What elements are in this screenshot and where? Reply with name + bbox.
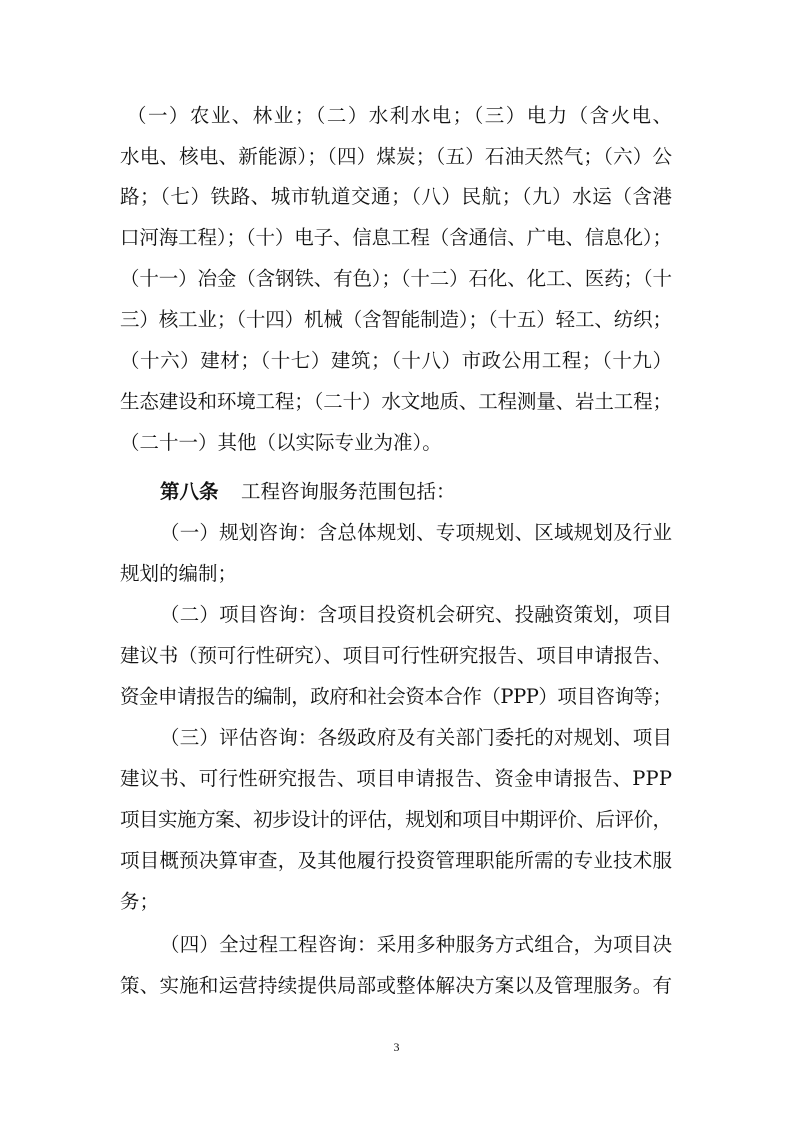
text-line: 建议书、可行性研究报告、项目申请报告、资金申请报告、PPP bbox=[120, 767, 673, 790]
text-line: 建议书（预可行性研究）、项目可行性研究报告、项目申请报告、 bbox=[120, 644, 672, 667]
text-line: （四）全过程工程咨询：采用多种服务方式组合，为项目决 bbox=[160, 933, 673, 956]
text-line: 口河海工程）；（十）电子、信息工程（含通信、广电、信息化）； bbox=[120, 226, 672, 249]
text-line: 规划的编制； bbox=[120, 562, 238, 585]
text-line: 项目实施方案、初步设计的评估，规划和项目中期评价、后评价， bbox=[120, 808, 672, 831]
text-line: （十六）建材；（十七）建筑；（十八）市政公用工程；（十九） bbox=[120, 349, 673, 372]
text-line: 策、实施和运营持续提供局部或整体解决方案以及管理服务。有 bbox=[120, 974, 673, 997]
text-line: （一）农业、林业；（二）水利水电；（三）电力（含火电、 bbox=[127, 104, 674, 127]
text-line: 路；（七）铁路、城市轨道交通；（八）民航；（九）水运（含港 bbox=[120, 185, 673, 208]
page-number: 3 bbox=[393, 1040, 400, 1054]
article-heading: 第八条 bbox=[160, 480, 219, 503]
text-line: 项目概预决算审查，及其他履行投资管理职能所需的专业技术服 bbox=[120, 849, 673, 872]
text-line: （二十一）其他（以实际专业为准）。 bbox=[120, 431, 442, 454]
text-line: 三）核工业；（十四）机械（含智能制造）；（十五）轻工、纺织； bbox=[120, 308, 672, 331]
text-line: 资金申请报告的编制，政府和社会资本合作（PPP）项目咨询等； bbox=[120, 685, 672, 708]
article-text: 工程咨询服务范围包括： bbox=[241, 480, 456, 503]
text-line: 务； bbox=[120, 890, 160, 913]
text-line: 生态建设和环境工程；（二十）水文地质、工程测量、岩土工程； bbox=[120, 390, 672, 413]
text-line: （一）规划咨询：含总体规划、专项规划、区域规划及行业 bbox=[160, 521, 673, 544]
text-line: （十一）冶金（含钢铁、有色）；（十二）石化、化工、医药；（十 bbox=[120, 267, 672, 290]
text-line: 水电、核电、新能源）；（四）煤炭；（五）石油天然气；（六）公 bbox=[120, 145, 673, 168]
text-line: （二）项目咨询：含项目投资机会研究、投融资策划，项目 bbox=[160, 603, 673, 626]
text-line: （三）评估咨询：各级政府及有关部门委托的对规划、项目 bbox=[160, 726, 673, 749]
article-8-line bbox=[0, 472, 793, 512]
